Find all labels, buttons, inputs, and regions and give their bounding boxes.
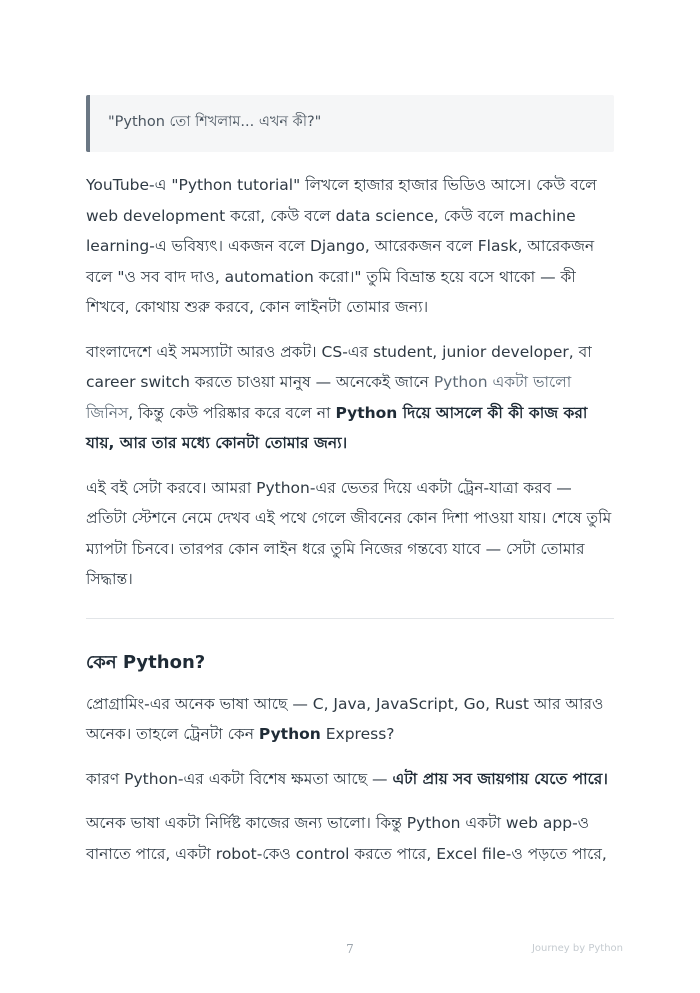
blockquote: "Python তো শিখলাম... এখন কী?"	[86, 95, 614, 152]
bold-phrase: এটা প্রায় সব জায়গায় যেতে পারে।	[392, 769, 608, 788]
paragraph-reason	[86, 764, 614, 795]
paragraph-text: বাংলাদেশে এই সমস্যাটা আরও প্রকট। CS-এর student, junior developer, বা career switch করতে চাওয়া মানুষ — অনেকেই জানে	[86, 342, 592, 391]
paragraph-languages	[86, 689, 614, 750]
section-heading: কেন Python?	[86, 651, 206, 673]
paragraph-text: Express?	[320, 725, 395, 743]
paragraph-intro: YouTube-এ "Python tutorial" লিখলে হাজার হাজার ভিডিও আসে। কেউ বলে web development করো, কেউ বলে data science, কেউ বলে machine learning-এ ভবিষ্যৎ। একজন বলে Django, আরেকজন বলে Flask, আরেকজন বলে "ও সব বাদ দাও, automation করো।" তুমি বিভ্রান্ত হয়ে বসে থাকো — কী শিখবে, কোথায় শুরু করবে, কোন লাইনটা তোমার জন্য।	[86, 176, 597, 316]
page-content	[86, 95, 614, 883]
paragraph-text: , কিন্তু কেউ পরিষ্কার করে বলে না	[128, 403, 336, 422]
paragraph-bangladesh	[86, 337, 614, 459]
highlighted-phrase: Python একটা ভালো জিনিস	[86, 373, 572, 422]
paragraph-book-purpose: এই বই সেটা করবে। আমরা Python-এর ভেতর দিয়ে একটা ট্রেন-যাত্রা করব — প্রতিটা স্টেশনে নেমে দেখব এই পথে গেলে জীবনের কোন দিশা পাওয়া যায়। শেষে তুমি ম্যাপটা চিনবে। তারপর কোন লাইন ধরে তুমি নিজের গন্তব্যে যাবে — সেটা তোমার সিদ্ধান্ত।	[86, 478, 612, 588]
section-divider	[86, 618, 614, 619]
paragraph-text: কারণ Python-এর একটা বিশেষ ক্ষমতা আছে —	[86, 769, 393, 788]
page-number: 7	[346, 942, 354, 956]
bold-python: Python	[258, 725, 321, 743]
paragraph-versatility: অনেক ভাষা একটা নির্দিষ্ট কাজের জন্য ভালো। কিন্তু Python একটা web app-ও বানাতে পারে, একটা robot-কেও control করতে পারে, Excel file-ও পড়তে পারে,	[86, 814, 607, 863]
paragraph-text: প্রোগ্রামিং-এর অনেক ভাষা আছে — C, Java, JavaScript, Go, Rust আর আরও অনেক। তাহলে ট্রেনটা কেন	[86, 694, 604, 743]
bold-phrase: Python দিয়ে আসলে কী কী কাজ করা যায়, আর তার মধ্যে কোনটা তোমার জন্য।	[86, 403, 588, 452]
book-title-footer: Journey by Python	[531, 943, 623, 954]
